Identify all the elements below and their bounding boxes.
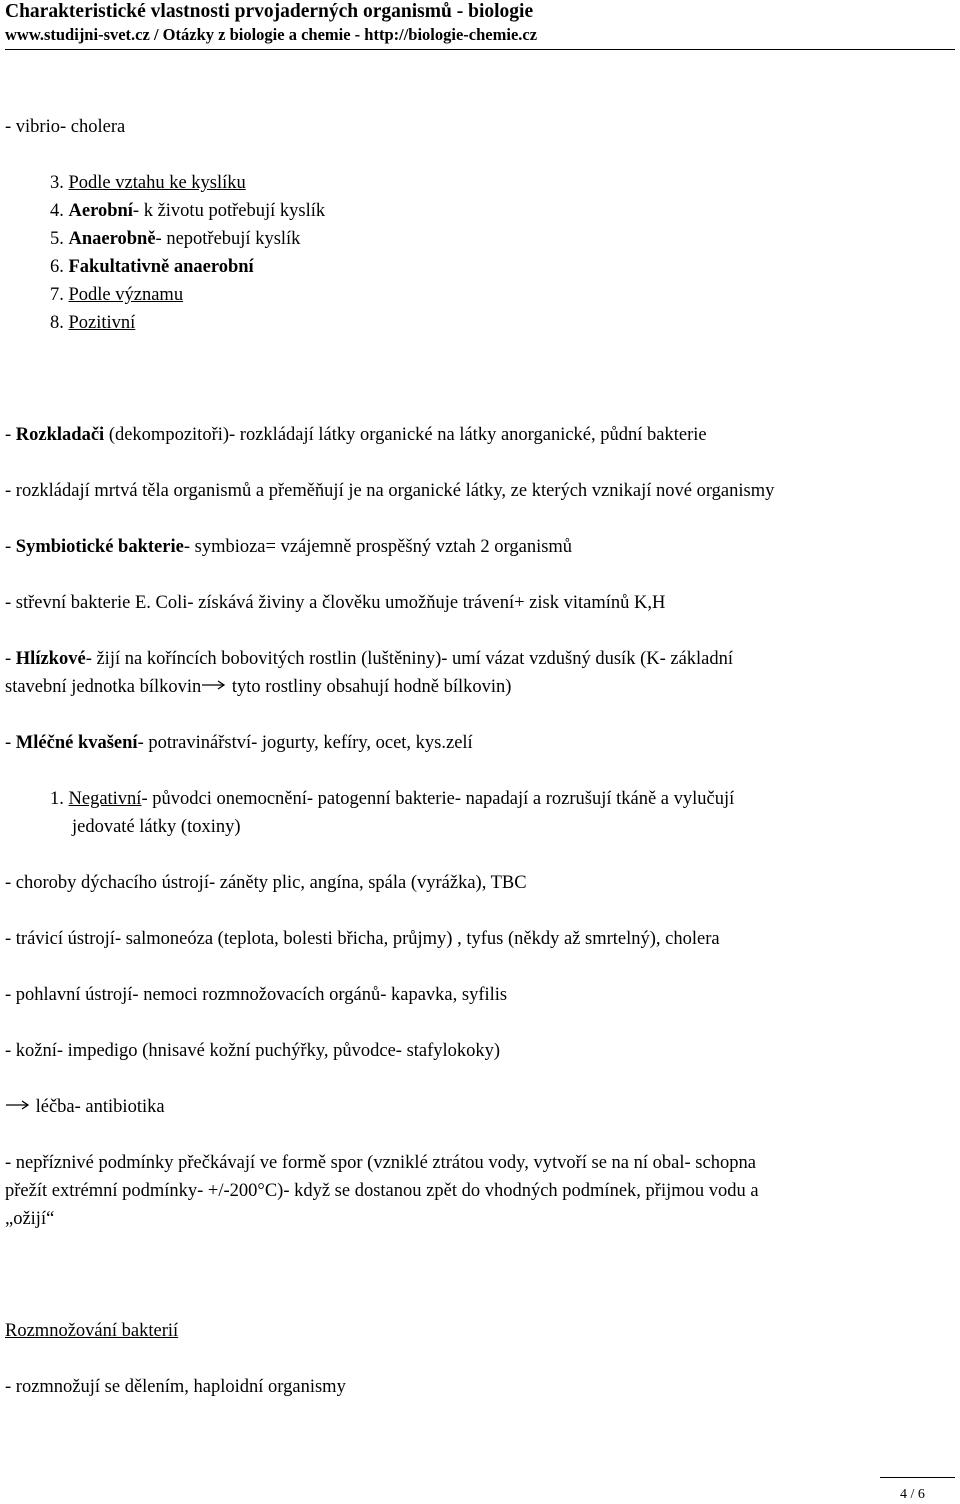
line-spory-3: „ožijí“ — [5, 1209, 55, 1229]
line-lecba — [5, 1094, 165, 1120]
list-item-3 — [50, 170, 246, 196]
list-number: 1. — [50, 789, 64, 809]
line-pohlavni: - pohlavní ústrojí- nemoci rozmnožovacích orgánů- kapavka, syfilis — [5, 985, 508, 1005]
line-spory-1: - nepříznivé podmínky přečkávají ve formě spor (vzniklé ztrátou vody, vytvoří se na ní obal- schopna — [5, 1153, 756, 1173]
footer-divider — [880, 1477, 955, 1478]
list-item-6 — [50, 254, 254, 280]
list-number: 7. — [50, 285, 64, 305]
line-text: (dekompozitoři)- rozkládají látky organické na látky anorganické, půdní bakterie — [104, 425, 707, 445]
right-arrow-icon — [5, 1099, 31, 1111]
line-spory-2: přežít extrémní podmínky- +/-200°C)- když se dostanou zpět do vhodných podmínek, přijmou vodu a — [5, 1181, 759, 1201]
list-item-text: - nepotřebují kyslík — [155, 229, 301, 249]
list-item-text: - původci onemocnění- patogenní bakterie- napadají a rozrušují tkáně a vylučují — [141, 789, 735, 809]
line-rozkladaci — [5, 422, 707, 448]
line-hlizkove-2 — [5, 674, 511, 700]
list-item-heading: Negativní — [68, 789, 142, 809]
list-item-text: Pozitivní — [68, 313, 136, 333]
header-divider — [5, 49, 955, 50]
page-subtitle: www.studijni-svet.cz / Otázky z biologie a chemie - http://biologie-chemie.cz — [5, 25, 538, 44]
dash: - — [5, 537, 16, 557]
list-number: 6. — [50, 257, 64, 277]
list-number: 3. — [50, 173, 64, 193]
line-text: - potravinářství- jogurty, kefíry, ocet, kys.zelí — [137, 733, 473, 753]
line-strevni: - střevní bakterie E. Coli- získává živiny a člověku umožňuje trávení+ zisk vitamínů K,H — [5, 593, 666, 613]
line-symbioticke — [5, 534, 572, 560]
line-text: léčba- antibiotika — [35, 1097, 165, 1117]
dash: - — [5, 733, 16, 753]
list-item-5 — [50, 226, 300, 252]
list-item-text: - k životu potřebují kyslík — [132, 201, 326, 221]
line-vibrio: - vibrio- cholera — [5, 117, 126, 137]
line-dychaci: - choroby dýchacího ústrojí- záněty plic, angína, spála (vyrážka), TBC — [5, 873, 527, 893]
list-item-4 — [50, 198, 325, 224]
term-bold: Symbiotické bakterie — [15, 537, 184, 557]
line-travici: - trávicí ústrojí- salmoneóza (teplota, bolesti břicha, průjmy) , tyfus (někdy až smrtelný), cholera — [5, 929, 720, 949]
line-text: - symbioza= vzájemně prospěšný vztah 2 organismů — [183, 537, 573, 557]
list-item-text: Podle významu — [68, 285, 184, 305]
line-text: stavební jednotka bílkovin — [5, 677, 202, 697]
list-number: 5. — [50, 229, 64, 249]
line-rozmnozovani: - rozmnožují se dělením, haploidní organismy — [5, 1377, 346, 1397]
line-kozni: - kožní- impedigo (hnisavé kožní puchýřky, původce- stafylokoky) — [5, 1041, 501, 1061]
section-heading-rozmnozovani: Rozmnožování bakterií — [5, 1321, 179, 1341]
dash: - — [5, 425, 16, 445]
line-hlizkove — [5, 646, 733, 672]
line-mlecne — [5, 730, 473, 756]
list-number: 4. — [50, 201, 64, 221]
list-item-bold: Anaerobně — [68, 229, 156, 249]
term-bold: Hlízkové — [15, 649, 86, 669]
line-text: - žijí na koříncích bobovitých rostlin (luštěniny)- umí vázat vzdušný dusík (K- základní — [85, 649, 734, 669]
list-item-bold: Aerobní — [68, 201, 133, 221]
term-bold: Mléčné kvašení — [15, 733, 138, 753]
page-title: Charakteristické vlastnosti prvojaderných organismů - biologie — [5, 1, 534, 22]
page-number: 4 / 6 — [900, 1487, 925, 1502]
list-item-7 — [50, 282, 183, 308]
page-header — [5, 0, 955, 45]
list-item-bold: Fakultativně anaerobní — [68, 257, 254, 277]
list-item-negativni-cont: jedovaté látky (toxiny) — [72, 817, 241, 837]
list-item-text: Podle vztahu ke kyslíku — [68, 173, 246, 193]
line-mrtva: - rozkládají mrtvá těla organismů a přeměňují je na organické látky, ze kterých vznikají nové organismy — [5, 481, 775, 501]
term-bold: Rozkladači — [15, 425, 105, 445]
list-item-negativni — [50, 786, 734, 812]
list-number: 8. — [50, 313, 64, 333]
dash: - — [5, 649, 16, 669]
right-arrow-icon — [201, 679, 227, 691]
list-item-8 — [50, 310, 135, 336]
line-text: tyto rostliny obsahují hodně bílkovin) — [227, 677, 512, 697]
